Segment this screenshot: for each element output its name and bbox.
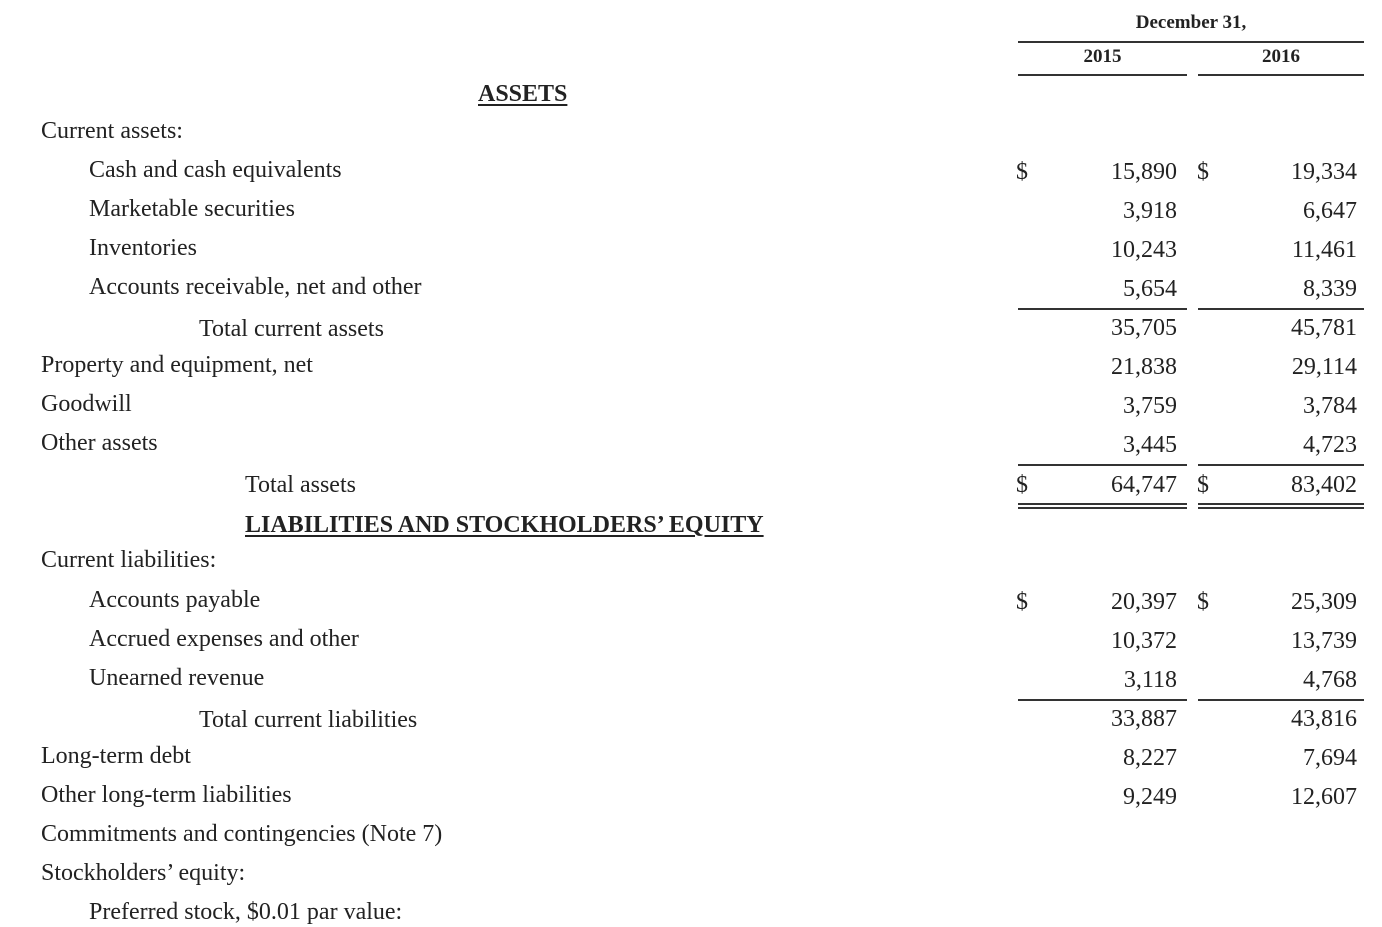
- payable-2016: 25,309: [1291, 589, 1357, 615]
- currency-symbol: $: [1197, 589, 1209, 615]
- header-rule-2015: [1018, 74, 1187, 76]
- receivables-2015: 5,654: [1123, 276, 1177, 302]
- unearned-2016: 4,768: [1303, 667, 1357, 693]
- header-rule-2016: [1198, 74, 1364, 76]
- marketable-label: Marketable securities: [89, 196, 295, 222]
- receivables-2016: 8,339: [1303, 276, 1357, 302]
- inventories-label: Inventories: [89, 235, 197, 261]
- currency-symbol: $: [1016, 472, 1028, 498]
- currency-symbol: $: [1197, 472, 1209, 498]
- goodwill-2016: 3,784: [1303, 393, 1357, 419]
- total-assets-2015: 64,747: [1111, 472, 1177, 498]
- column-header-2016: 2016: [1262, 46, 1300, 67]
- subtotal-rule: [1018, 308, 1187, 310]
- subtotal-rule: [1018, 464, 1187, 466]
- accrued-label: Accrued expenses and other: [89, 626, 359, 652]
- marketable-2015: 3,918: [1123, 198, 1177, 224]
- total-current-assets-2015: 35,705: [1111, 315, 1177, 341]
- subtotal-rule: [1198, 464, 1364, 466]
- long-term-debt-label: Long-term debt: [41, 743, 191, 769]
- assets-section-title: ASSETS: [478, 81, 568, 107]
- goodwill-2015: 3,759: [1123, 393, 1177, 419]
- property-label: Property and equipment, net: [41, 352, 313, 378]
- unearned-label: Unearned revenue: [89, 665, 265, 691]
- property-2016: 29,114: [1291, 354, 1357, 380]
- subtotal-rule: [1198, 308, 1364, 310]
- marketable-2016: 6,647: [1303, 198, 1357, 224]
- currency-symbol: $: [1016, 159, 1028, 185]
- total-double-rule: [1018, 503, 1187, 509]
- accrued-2015: 10,372: [1111, 628, 1177, 654]
- inventories-2016: 11,461: [1291, 237, 1357, 263]
- total-current-liabilities-2015: 33,887: [1111, 706, 1177, 732]
- total-assets-label: Total assets: [245, 472, 356, 498]
- inventories-2015: 10,243: [1111, 237, 1177, 263]
- payable-2015: 20,397: [1111, 589, 1177, 615]
- payable-label: Accounts payable: [89, 587, 261, 613]
- cash-2015: 15,890: [1111, 159, 1177, 185]
- currency-symbol: $: [1197, 159, 1209, 185]
- total-current-liabilities-2016: 43,816: [1291, 706, 1357, 732]
- cash-2016: 19,334: [1291, 159, 1357, 185]
- total-current-assets-label: Total current assets: [199, 316, 384, 342]
- current-assets-label: Current assets:: [41, 118, 183, 144]
- accrued-2016: 13,739: [1291, 628, 1357, 654]
- column-header-2015: 2015: [1083, 46, 1122, 67]
- other-long-term-2016: 12,607: [1291, 784, 1357, 810]
- column-header-date: December 31,: [1135, 12, 1247, 33]
- goodwill-label: Goodwill: [41, 391, 132, 417]
- currency-symbol: $: [1016, 589, 1028, 615]
- header-rule: [1018, 41, 1364, 43]
- stockholders-equity-label: Stockholders’ equity:: [41, 860, 246, 886]
- total-current-assets-2016: 45,781: [1291, 315, 1357, 341]
- other-long-term-2015: 9,249: [1123, 784, 1177, 810]
- receivables-label: Accounts receivable, net and other: [89, 274, 422, 300]
- liabilities-section-title: LIABILITIES AND STOCKHOLDERS’ EQUITY: [245, 512, 764, 538]
- total-assets-2016: 83,402: [1291, 472, 1357, 498]
- other-assets-2016: 4,723: [1303, 432, 1357, 458]
- other-assets-2015: 3,445: [1123, 432, 1177, 458]
- unearned-2015: 3,118: [1123, 667, 1177, 693]
- property-2015: 21,838: [1111, 354, 1177, 380]
- other-long-term-label: Other long-term liabilities: [41, 782, 292, 808]
- commitments-label: Commitments and contingencies (Note 7): [41, 821, 443, 847]
- total-current-liabilities-label: Total current liabilities: [199, 707, 418, 733]
- current-liabilities-label: Current liabilities:: [41, 547, 217, 573]
- total-double-rule: [1198, 503, 1364, 509]
- long-term-debt-2015: 8,227: [1123, 745, 1177, 771]
- cash-label: Cash and cash equivalents: [89, 157, 342, 183]
- long-term-debt-2016: 7,694: [1303, 745, 1357, 771]
- preferred-stock-label: Preferred stock, $0.01 par value:: [89, 899, 403, 925]
- subtotal-rule: [1198, 699, 1364, 701]
- other-assets-label: Other assets: [41, 430, 158, 456]
- subtotal-rule: [1018, 699, 1187, 701]
